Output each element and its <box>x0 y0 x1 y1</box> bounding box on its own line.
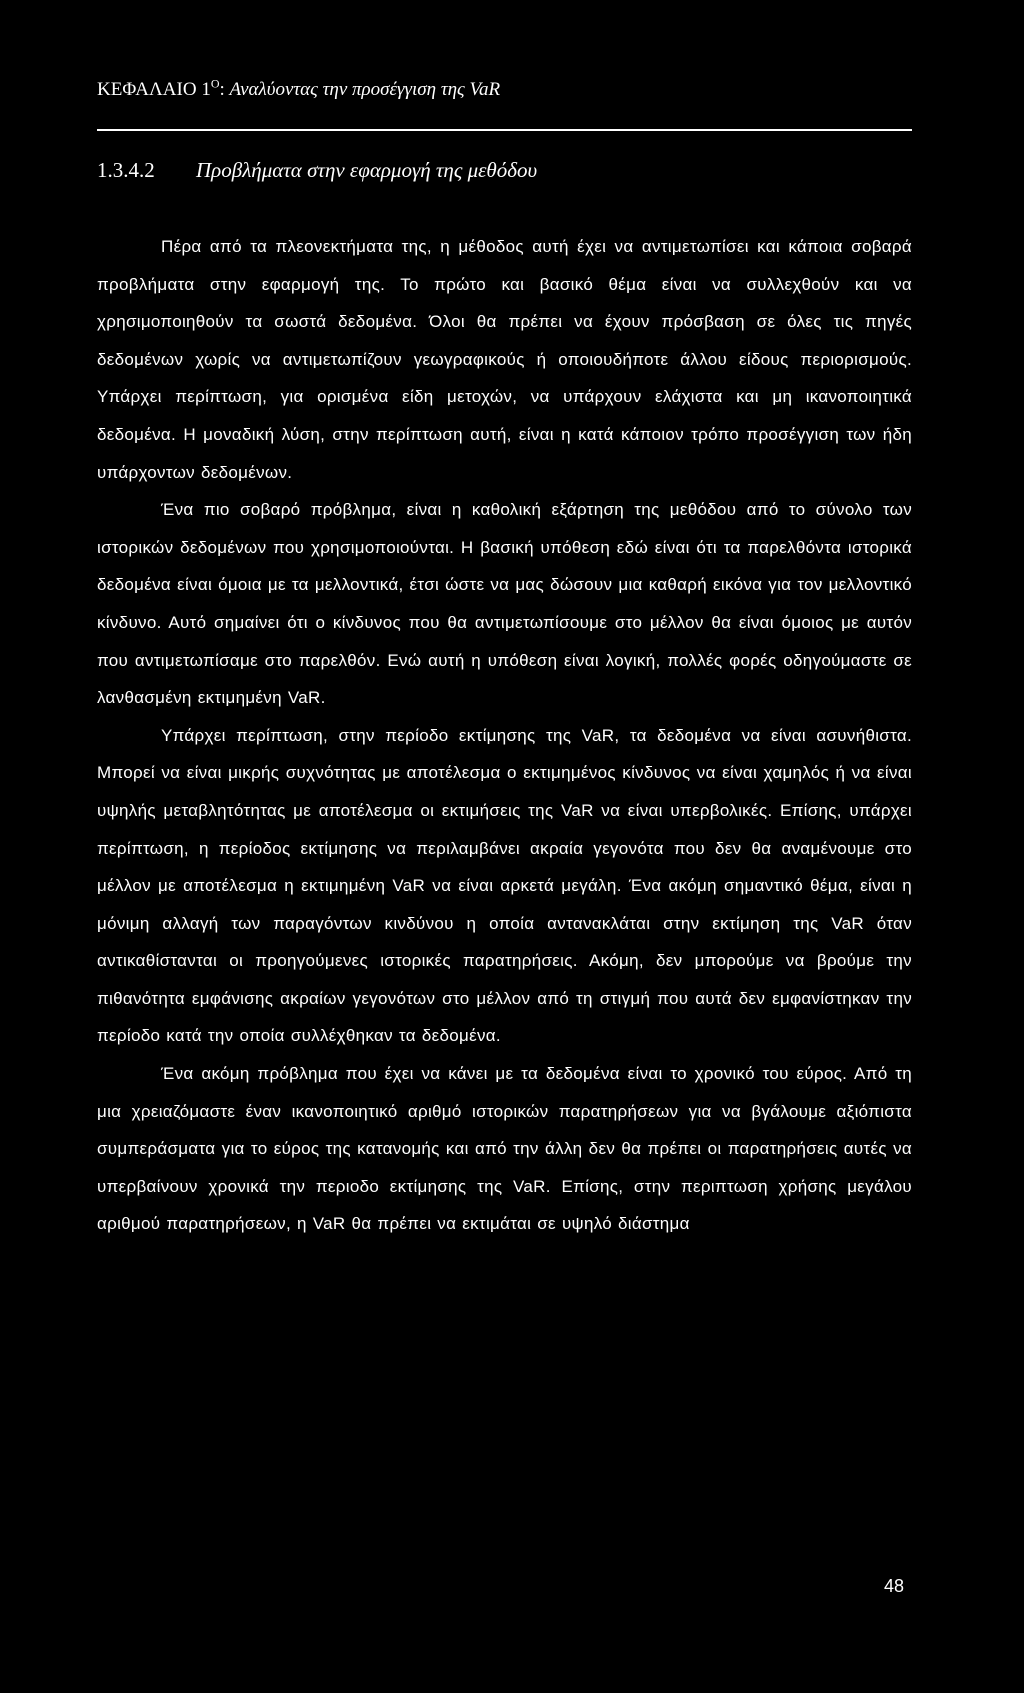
header-divider <box>97 129 912 131</box>
chapter-label: ΚΕΦΑΛΑΙΟ 1 <box>97 79 211 100</box>
header-separator: : <box>219 79 230 100</box>
page-number: 48 <box>884 1576 905 1596</box>
chapter-subtitle: Αναλύοντας την προσέγγιση της VaR <box>229 79 501 100</box>
section-number: 1.3.4.2 <box>97 158 155 182</box>
section-title: Προβλήματα στην εφαρμογή της μεθόδου <box>196 158 538 182</box>
chapter-superscript: Ο <box>210 76 220 91</box>
paragraph: Ένα πιο σοβαρό πρόβλημα, είναι η καθολική εξάρτηση της μεθόδου από το σύνολο των ιστορικών δεδομένων που χρησιμοποιούνται. Η βασική υπόθεση εδώ είναι ότι τα παρελθόντα ιστορικά δεδομένα είναι όμοια με τα μελλοντικά, έτσι ώστε να μας δώσουν μια καθαρή εικόνα για τον μελλοντικό κίνδυνο. Αυτό σημαίνει ότι ο κίνδυνος που θα αντιμετωπίσουμε στο μέλλον θα είναι όμοιος με αυτόν που αντιμετωπίσαμε στο παρελθόν. Ενώ αυτή η υπόθεση είναι λογική, πολλές φορές οδηγούμαστε σε λανθασμένη εκτιμημένη VaR. <box>97 500 912 708</box>
paragraph: Ένα ακόμη πρόβλημα που έχει να κάνει με τα δεδομένα είναι το χρονικό του εύρος. Από τη μια χρειαζόμαστε έναν ικανοποιητικό αριθμό ιστορικών παρατηρήσεων για να βγάλουμε αξιόπιστα συμπεράσματα για το εύρος της κατανομής και από την άλλη δεν θα πρέπει οι παρατηρήσεις αυτές να υπερβαίνουν χρονικά την περιοδο εκτίμησης της VaR. Επίσης, στην περιπτωση χρήσης μεγάλου αριθμού παρατηρήσεων, η VaR θα πρέπει να εκτιμάται σε υψηλό διάστημα <box>97 1064 912 1234</box>
paragraph: Υπάρχει περίπτωση, στην περίοδο εκτίμησης της VaR, τα δεδομένα να είναι ασυνήθιστα. Μπορεί να είναι μικρής συχνότητας με αποτέλεσμα ο εκτιμημένος κίνδυνος να είναι χαμηλός ή να είναι υψηλής μεταβλητότητας με αποτέλεσμα οι εκτιμήσεις της VaR να είναι υπερβολικές. Επίσης, υπάρχει περίπτωση, η περίοδος εκτίμησης να περιλαμβάνει ακραία γεγονότα που δεν θα αναμένουμε στο μέλλον με αποτέλεσμα η εκτιμημένη VaR να είναι αρκετά μεγάλη. Ένα ακόμη σημαντικό θέμα, είναι η μόνιμη αλλαγή των παραγόντων κινδύνου η οποία αντανακλάται στην εκτίμηση της VaR όταν αντικαθίστανται οι προηγούμενες ιστορικές παρατηρήσεις. Ακόμη, δεν μπορούμε να βρούμε την πιθανότητα εμφάνισης ακραίων γεγονότων στο μέλλον από τη στιγμή που αυτά δεν εμφανίστηκαν την περίοδο κατά την οποία συλλέχθηκαν τα δεδομένα. <box>97 725 912 1046</box>
body-text <box>97 228 912 1243</box>
running-header <box>97 78 500 102</box>
paragraph: Πέρα από τα πλεονεκτήματα της, η μέθοδος αυτή έχει να αντιμετωπίσει και κάποια σοβαρά προβλήματα στην εφαρμογή της. Το πρώτο και βασικό θέμα είναι να συλλεχθούν και να χρησιμοποιηθούν τα σωστά δεδομένα. Όλοι θα πρέπει να έχουν πρόσβαση σε όλες τις πηγές δεδομένων χωρίς να αντιμετωπίζουν γεωγραφικούς ή οποιουδήποτε άλλου είδους περιορισμούς. Υπάρχει περίπτωση, για ορισμένα είδη μετοχών, να υπάρχουν ελάχιστα και μη ικανοποιητικά δεδομένα. Η μοναδική λύση, στην περίπτωση αυτή, είναι η κατά κάποιον τρόπο προσέγγιση των ήδη υπάρχοντων δεδομένων. <box>97 237 912 482</box>
section-heading <box>97 156 537 184</box>
